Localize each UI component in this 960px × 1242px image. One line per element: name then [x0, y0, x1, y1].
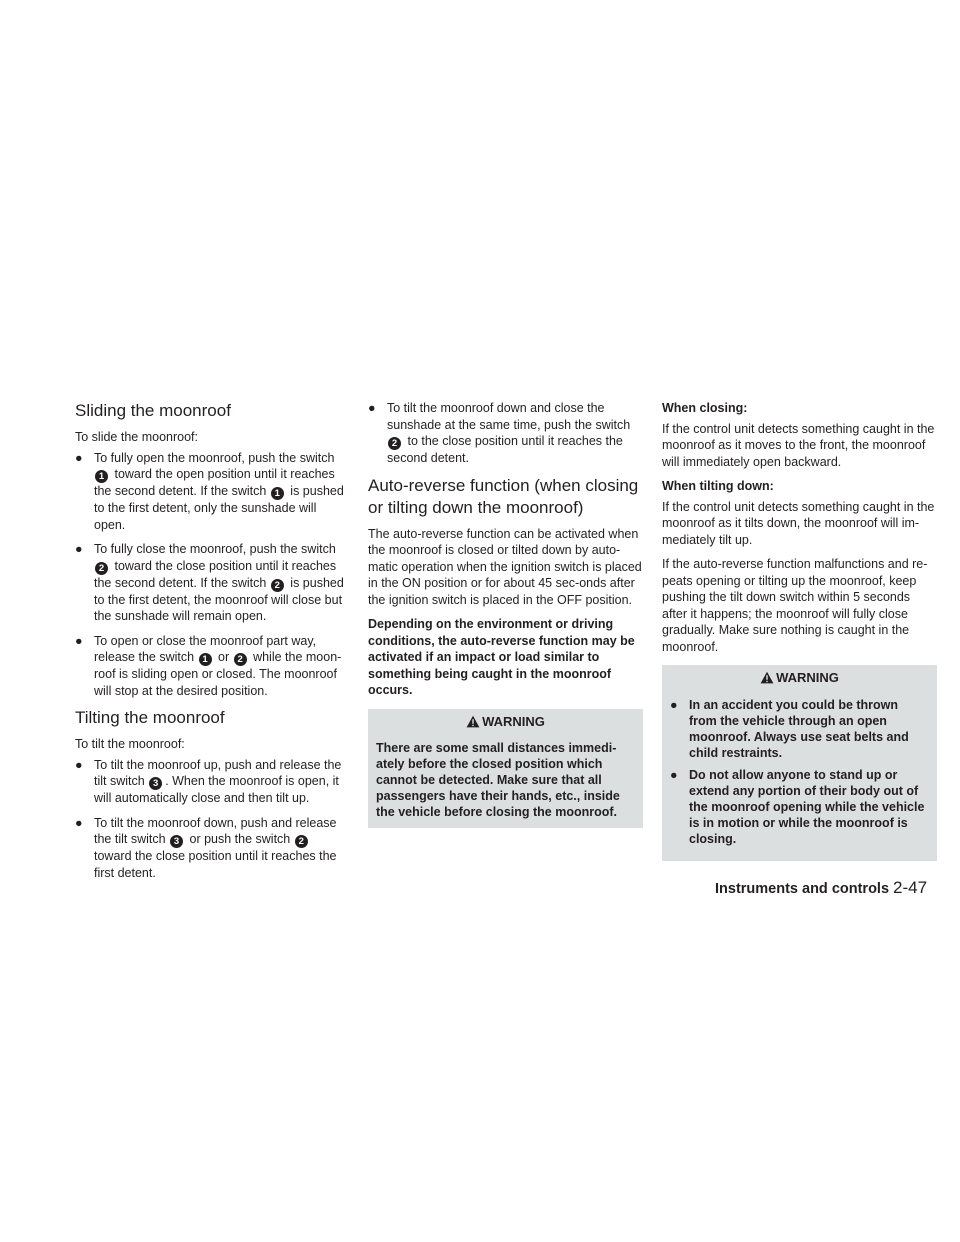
text-run: is pushed to the first detent, the moonroof will close but the sunshade will remain open.: [94, 575, 344, 623]
when-tilting-text: If the control unit detects something caught in the moonroof as it tilts down, the moonroof will im-mediately tilt up.: [662, 499, 935, 547]
list-item: [75, 541, 350, 625]
text-run: To tilt the moonroof down, push and release the tilt switch: [94, 815, 337, 846]
item-text: [94, 816, 337, 880]
section-heading-auto-reverse: Auto-reverse function (when closing or tilting down the moonroof): [368, 475, 639, 517]
tilting-intro: To tilt the moonroof:: [75, 737, 185, 751]
when-tilting-heading: When tilting down:: [662, 479, 774, 493]
callout-number-icon: 2: [95, 562, 108, 575]
callout-number-icon: 3: [170, 835, 183, 848]
bullet-icon: ●: [670, 767, 678, 782]
callout-number-icon: 1: [95, 470, 108, 483]
item-text: [94, 758, 341, 806]
bullet-icon: ●: [75, 815, 83, 830]
bullet-icon: ●: [75, 757, 83, 772]
item-text: [94, 451, 344, 532]
tilting-list-continued: [368, 400, 643, 467]
warning-item-text: Do not allow anyone to stand up or extend any portion of their body out of the moonroof opening while the vehicle is in motion or while the moonroof is closing.: [689, 767, 925, 846]
tilting-list: [75, 757, 350, 882]
warning-title: WARNING: [482, 713, 545, 729]
text-run: or push the switch: [186, 832, 294, 846]
section-heading-tilting: Tilting the moonroof: [75, 708, 225, 727]
text-run: To fully open the moonroof, push the switch: [94, 450, 335, 465]
warning-triangle-icon: [466, 715, 480, 728]
callout-number-icon: 1: [199, 653, 212, 666]
list-item: [670, 697, 929, 761]
column-2: [368, 400, 643, 828]
footer-section-title: Instruments and controls: [715, 881, 890, 897]
sliding-intro: To slide the moonroof:: [75, 430, 198, 444]
bullet-icon: ●: [368, 401, 376, 415]
item-text: [387, 401, 630, 465]
page-footer: [715, 878, 935, 898]
list-item: [75, 633, 350, 700]
callout-number-icon: 2: [234, 653, 247, 666]
text-run: To fully close the moonroof, push the switch: [94, 542, 336, 556]
text-run: is pushed to the first detent, only the sunshade will open.: [94, 484, 344, 532]
column-3: [662, 400, 937, 861]
auto-reverse-paragraph: The auto-reverse function can be activated when the moonroof is closed or tilted down by auto-matic operation when the ignition switch is placed in the ON position or for about 45 sec-onds after the ignition switch is placed in the OFF position.: [368, 526, 642, 607]
malfunction-text: If the auto-reverse function malfunctions and re-peats opening or tilting up the moonroof, keep pushing the tilt down switch within 5 seconds after it happens; the moonroof will fully close gradually. Make sure nothing is caught in the moonroof.: [662, 557, 928, 654]
callout-number-icon: 2: [271, 579, 284, 592]
list-item: [670, 767, 929, 847]
column-1: [75, 400, 350, 889]
when-closing-heading: When closing:: [662, 401, 748, 415]
text-run: To tilt the moonroof up, push and release the tilt switch: [94, 757, 342, 788]
text-run: toward the close position until it reaches the second detent. If the switch: [94, 558, 337, 590]
warning-list: [670, 697, 929, 847]
callout-number-icon: 2: [295, 835, 308, 848]
warning-box: [368, 709, 643, 829]
list-item: [75, 757, 350, 807]
bullet-icon: ●: [670, 697, 678, 712]
warning-text: There are some small distances immedi-ately before the closed position which cannot be detected. Make sure that all passengers have their hands, etc., inside the vehicle before closing the moonroof.: [376, 741, 620, 819]
sliding-list: [75, 450, 350, 700]
callout-number-icon: 3: [149, 777, 162, 790]
warning-header: [662, 665, 937, 691]
bullet-icon: ●: [75, 450, 83, 465]
text-run: to the close position until it reaches the second detent.: [387, 434, 623, 465]
item-text: [94, 634, 341, 698]
list-item: [368, 400, 643, 467]
warning-box: [662, 665, 937, 861]
callout-number-icon: 2: [388, 437, 401, 450]
text-run: To tilt the moonroof down and close the sunshade at the same time, push the switch: [387, 401, 631, 432]
text-run: while the moon-roof is sliding open or closed. The moonroof will stop at the desired position.: [94, 650, 342, 698]
text-run: toward the open position until it reaches the second detent. If the switch: [94, 467, 335, 498]
warning-title: WARNING: [776, 670, 839, 685]
item-text: [94, 542, 344, 623]
page-number: 2-47: [893, 878, 928, 897]
bullet-icon: ●: [75, 542, 83, 556]
when-closing-text: If the control unit detects something caught in the moonroof as it moves to the front, the moonroof will immediately open backward.: [662, 421, 935, 469]
list-item: [75, 815, 350, 882]
text-run: To open or close the moonroof part way, release the switch: [94, 633, 317, 664]
warning-item-text: In an accident you could be thrown from the vehicle through an open moonroof. Always use seat belts and child restraints.: [689, 697, 909, 760]
auto-reverse-note: Depending on the environment or driving conditions, the auto-reverse function may be activated if an impact or load similar to something being caught in the moonroof occurs.: [368, 617, 635, 697]
list-item: [75, 450, 350, 534]
text-run: toward the close position until it reaches the first detent.: [94, 849, 337, 880]
text-run: or: [214, 650, 233, 664]
callout-number-icon: 1: [271, 487, 284, 500]
warning-header: [368, 709, 643, 735]
section-heading-sliding: Sliding the moonroof: [75, 401, 231, 420]
text-run: . When the moonroof is open, it will automatically close and then tilt up.: [94, 774, 339, 805]
bullet-icon: ●: [75, 633, 83, 648]
warning-triangle-icon: [760, 671, 774, 684]
